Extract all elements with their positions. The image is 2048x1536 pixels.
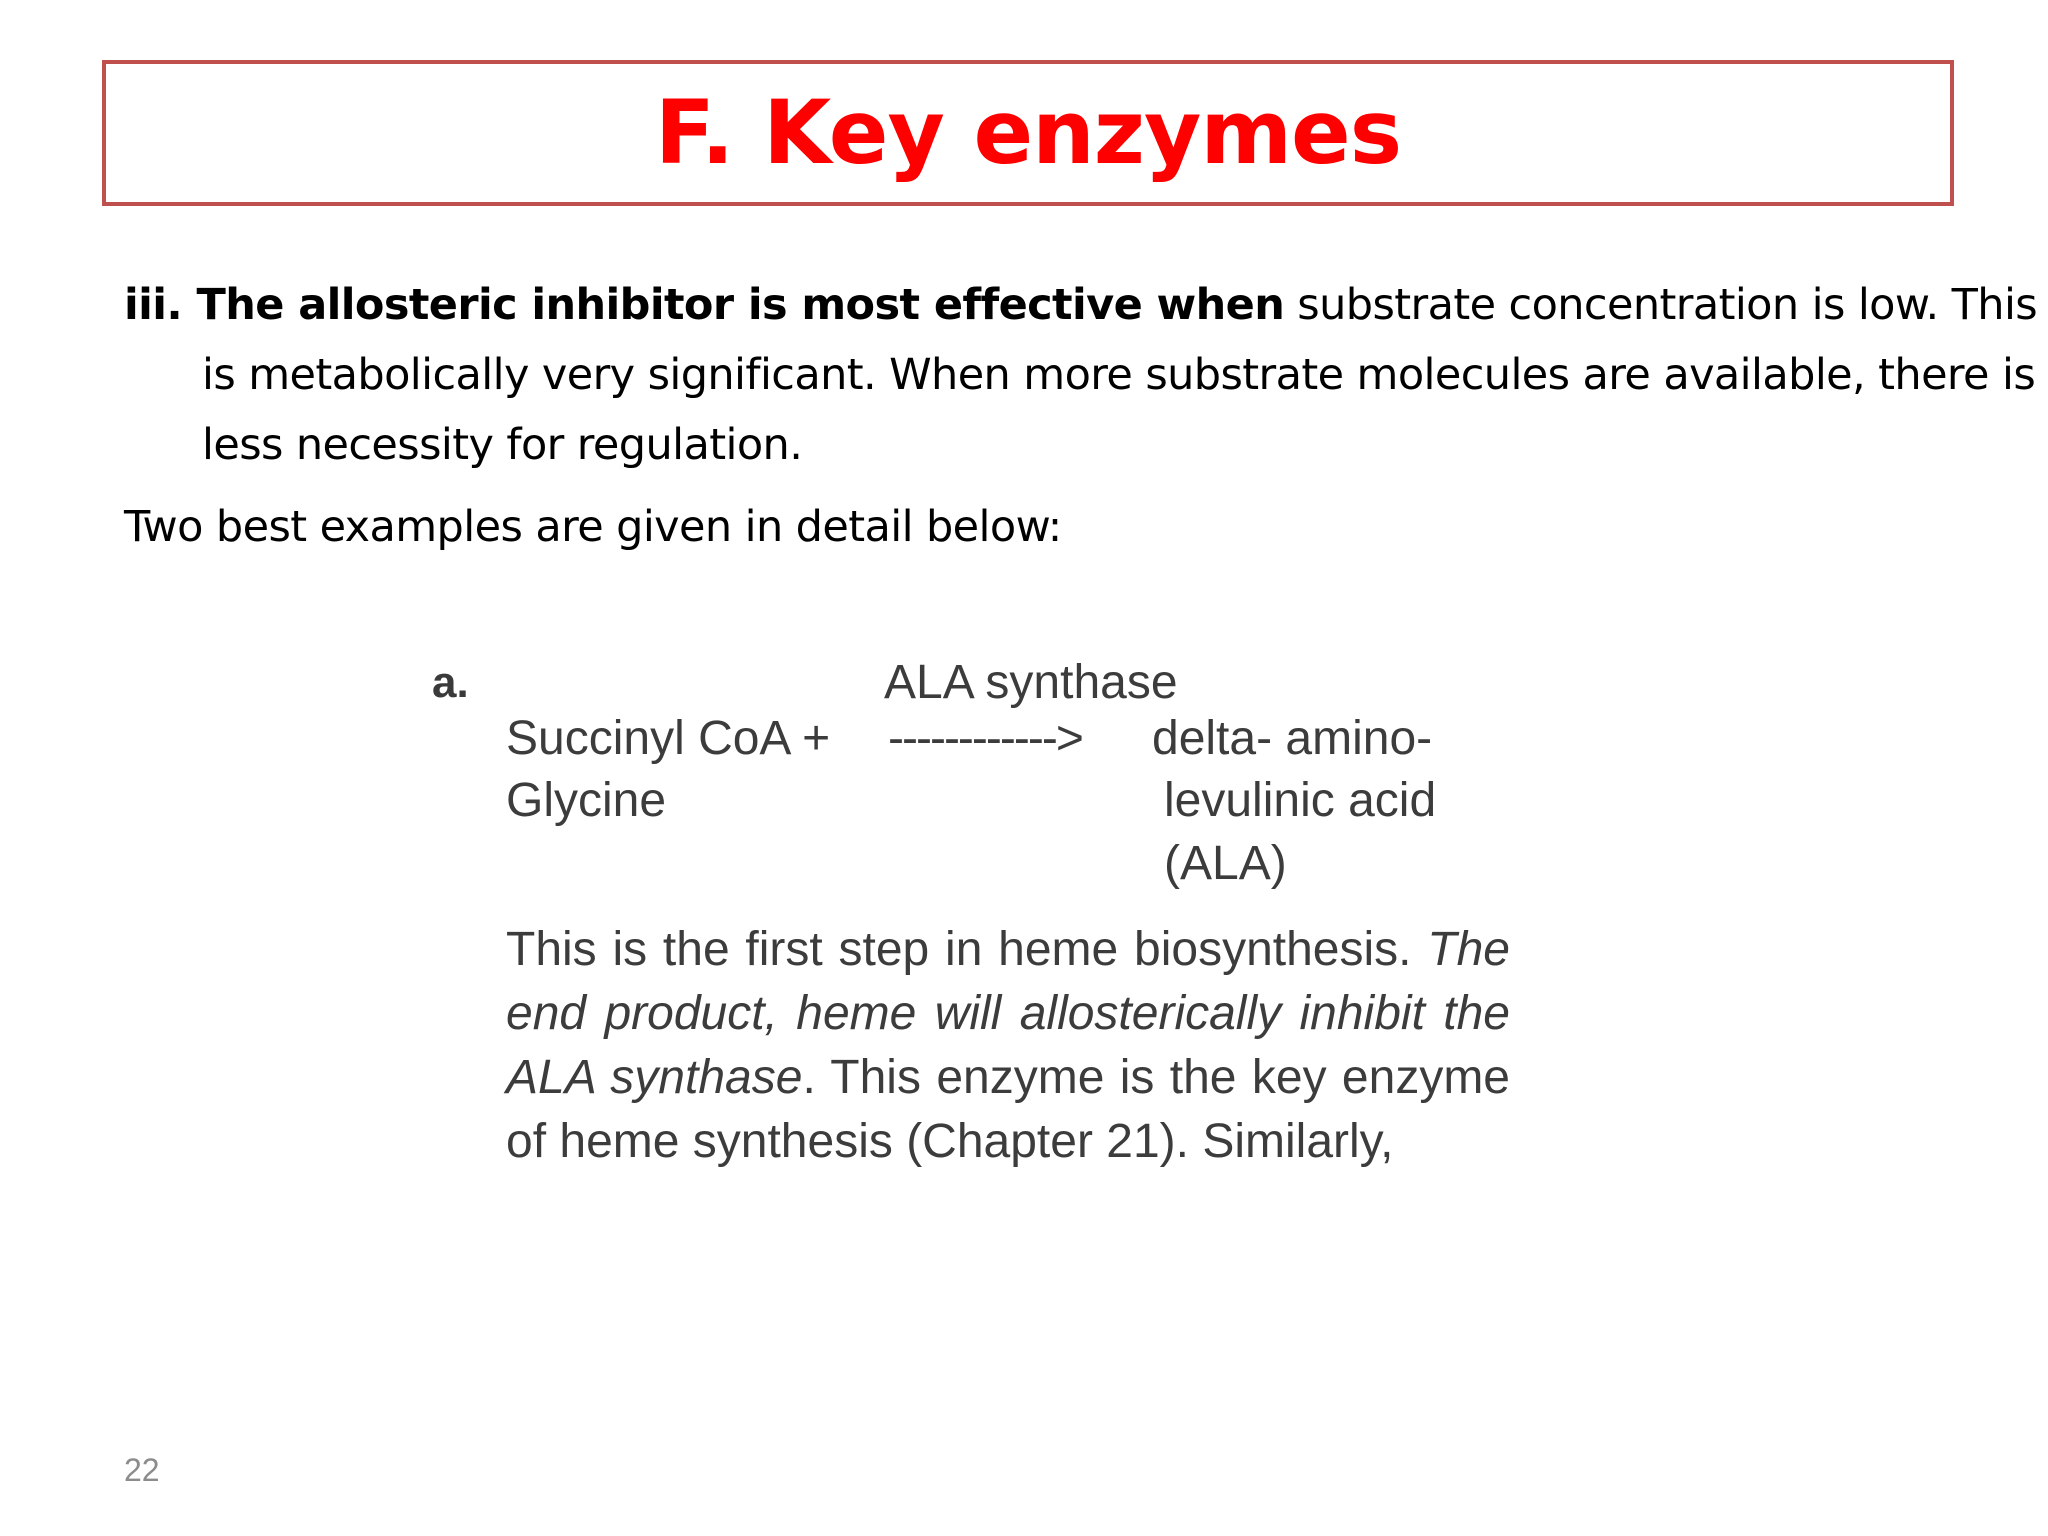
reactant-glycine: Glycine xyxy=(506,774,667,827)
desc-key-enzyme: . This enzyme is the key enzyme of heme synthesis (Chapter 21). Similarly, xyxy=(506,1051,1511,1168)
product-line-2: levulinic acid xyxy=(1164,774,1437,827)
figure-description xyxy=(506,918,1510,1174)
examples-intro: Two best examples are given in detail below: xyxy=(124,502,1062,552)
page-number: 22 xyxy=(124,1452,160,1488)
paragraph-rest: substrate concentration is low. This is metabolically very significant. When more substrate molecules are available, there is less necessity for regulation. xyxy=(202,280,2038,470)
product-line-1: delta- amino- xyxy=(1152,712,1433,765)
paragraph-lead: iii. The allosteric inhibitor is most effective when xyxy=(124,280,1285,330)
reactant-succinyl-coa: Succinyl CoA + xyxy=(506,712,831,765)
product-line-3: (ALA) xyxy=(1164,837,1287,890)
allosteric-paragraph xyxy=(124,270,2048,480)
figure-label: a. xyxy=(432,658,469,707)
title-box xyxy=(102,60,1954,206)
slide-title: F. Key enzymes xyxy=(654,81,1402,184)
desc-italic: The end product, heme will allosterically inhibit the ALA synthase xyxy=(506,923,1510,1104)
reaction-arrow: ------------> xyxy=(888,712,1082,765)
enzyme-name: ALA synthase xyxy=(884,656,1178,709)
scanned-figure xyxy=(420,650,1540,1250)
desc-first-step: This is the first step in heme biosynthesis. xyxy=(506,923,1412,976)
